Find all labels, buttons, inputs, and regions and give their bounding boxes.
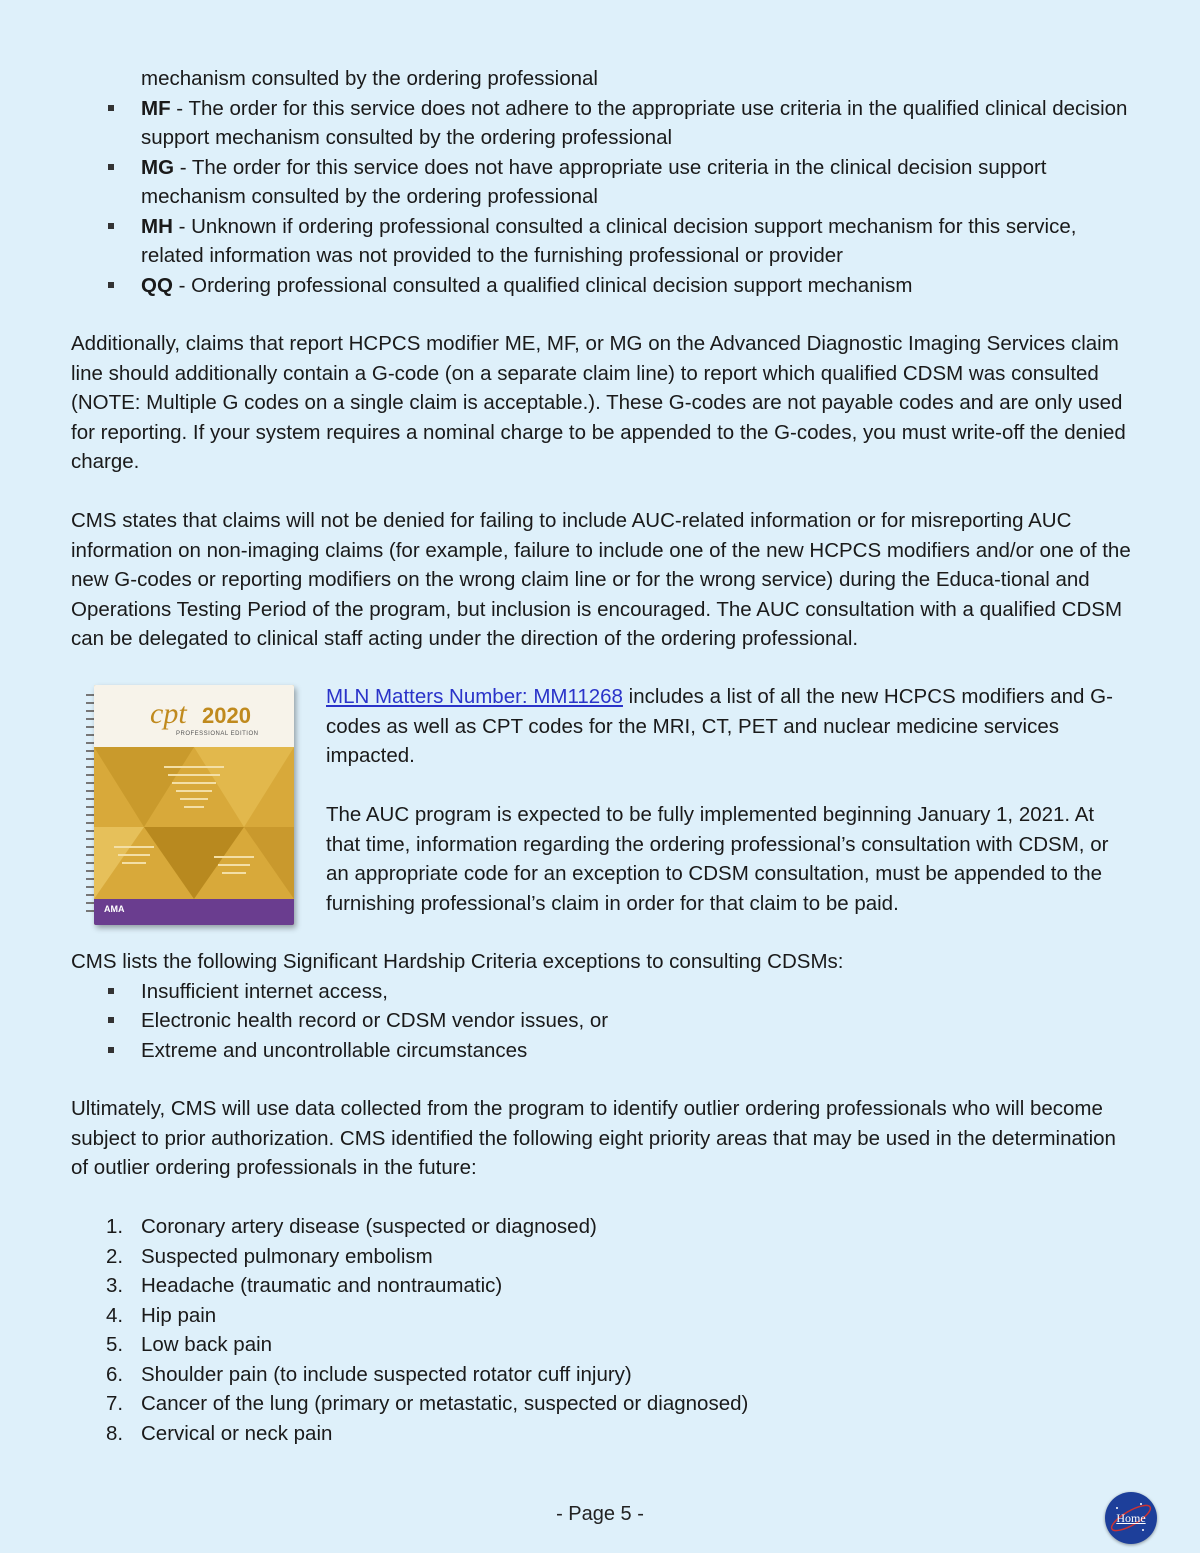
priority-areas-list — [71, 1212, 1131, 1448]
modifier-text: - Ordering professional consulted a qualified clinical decision support mechanism — [172, 273, 913, 297]
modifier-code: MH — [141, 214, 173, 238]
paragraph-cms-states: CMS states that claims will not be denied for failing to include AUC-related information or for misreporting AUC information on non-imaging claims (for example, failure to include one of the new HCPCS modifiers and/or one of the new G-codes or reporting modifiers on the wrong claim line or for the wrong service) during the Educa-tional and Operations Testing Period of the program, but inclusion is encouraged. The AUC consultation with a qualified CDSM can be delegated to clinical staff acting under the direction of the ordering professional. — [71, 509, 1131, 650]
bullet-icon — [108, 1017, 114, 1023]
list-item — [71, 94, 1131, 153]
list-item — [71, 271, 1131, 301]
item-number: 5. — [106, 1333, 124, 1356]
bullet-icon — [108, 988, 114, 994]
mln-text: includes a list of all the new HCPCS modifiers and G-codes as well as CPT codes for the MRI, CT, PET and nuclear medicine services impacted. — [326, 685, 1113, 767]
book-publisher: AMA — [104, 904, 125, 914]
hardship-item: Electronic health record or CDSM vendor issues, or — [141, 1009, 609, 1032]
book-pattern-icon — [94, 747, 294, 899]
bullet-icon — [108, 105, 114, 111]
book-cover — [94, 685, 294, 925]
hardship-intro: CMS lists the following Significant Hardship Criteria exceptions to consulting CDSMs: — [71, 950, 844, 973]
item-number: 4. — [106, 1303, 124, 1327]
item-number: 1. — [106, 1215, 124, 1238]
paragraph-ultimately: Ultimately, CMS will use data collected from the program to identify outlier ordering professionals who will become subject to prior authorization. CMS identified the following eight priority areas that may be used in the determination of outlier ordering professionals in the future: — [71, 1097, 1116, 1179]
list-item — [71, 1006, 1131, 1036]
list-item — [71, 212, 1131, 271]
hardship-item: Extreme and uncontrollable circumstances — [141, 1038, 528, 1062]
modifier-text: - The order for this service does not have appropriate use criteria in the clinical decision support mechanism consulted by the ordering professional — [141, 155, 1047, 208]
paragraph-additionally: Additionally, claims that report HCPCS modifier ME, MF, or MG on the Advanced Diagnostic Imaging Services claim line should additionally contain a G-code (on a separate claim line) to report which qualified CDSM was consulted (NOTE: Multiple G codes on a single claim is acceptable.). These G-codes are not payable codes and are only used for reporting. If your system requires a nominal charge to be appended to the G-codes, you must write-off the denied charge. — [71, 332, 1126, 473]
list-item — [71, 1389, 1131, 1419]
paragraph-mln — [326, 682, 1131, 771]
list-item — [71, 1242, 1131, 1272]
modifier-text: - The order for this service does not adhere to the appropriate use criteria in the qualified clinical decision support mechanism consulted by the ordering professional — [141, 96, 1128, 149]
item-number: 2. — [106, 1244, 124, 1268]
bullet-icon — [108, 164, 114, 170]
bullet-icon — [108, 1047, 114, 1053]
modifier-section — [71, 64, 1131, 300]
paragraph-auc-program: The AUC program is expected to be fully implemented beginning January 1, 2021. At that time, information regarding the ordering professional’s consultation with CDSM, or an appropriate code for an exception to CDSM consultation, must be appended to the furnishing professional’s claim in order for that claim to be paid. — [326, 803, 1109, 915]
cpt-book-image — [82, 683, 302, 933]
modifier-text: - Unknown if ordering professional consulted a clinical decision support mechanism for this service, related information was not provided to the furnishing professional or provider — [141, 214, 1077, 267]
list-item — [71, 1271, 1131, 1301]
list-item — [71, 1360, 1131, 1390]
mln-matters-link[interactable]: MLN Matters Number: MM11268 — [326, 685, 623, 708]
list-item — [71, 977, 1131, 1007]
book-cover-band — [94, 899, 294, 925]
bullet-icon — [108, 282, 114, 288]
modifier-list — [71, 94, 1131, 301]
item-number: 8. — [106, 1421, 124, 1445]
modifier-code: MF — [141, 96, 171, 120]
list-item — [71, 153, 1131, 212]
book-year: 2020 — [202, 703, 251, 728]
book-cover-top — [94, 685, 294, 747]
item-text: Headache (traumatic and nontraumatic) — [141, 1274, 503, 1297]
item-text: Suspected pulmonary embolism — [141, 1244, 433, 1268]
hardship-list — [71, 977, 1131, 1066]
item-text: Coronary artery disease (suspected or diagnosed) — [141, 1215, 597, 1238]
bullet-icon — [108, 223, 114, 229]
list-item — [71, 1301, 1131, 1331]
item-number: 6. — [106, 1362, 124, 1386]
modifier-code: MG — [141, 155, 175, 179]
home-label: Home — [1116, 1511, 1146, 1525]
page-number: - Page 5 - — [556, 1503, 644, 1525]
home-button[interactable] — [1105, 1492, 1157, 1544]
hardship-section — [71, 947, 1131, 1065]
item-text: Hip pain — [141, 1303, 217, 1327]
continuation-text: mechanism consulted by the ordering professional — [141, 67, 598, 90]
item-text: Cervical or neck pain — [141, 1421, 333, 1445]
item-text: Cancer of the lung (primary or metastatic, suspected or diagnosed) — [141, 1392, 749, 1415]
list-item — [71, 1419, 1131, 1449]
hardship-item: Insufficient internet access, — [141, 979, 388, 1003]
list-item — [71, 1212, 1131, 1242]
modifier-code: QQ — [141, 273, 173, 297]
item-text: Shoulder pain (to include suspected rotator cuff injury) — [141, 1362, 632, 1386]
item-number: 7. — [106, 1392, 124, 1415]
list-item — [71, 1036, 1131, 1066]
mln-section — [326, 682, 1131, 918]
list-item — [71, 1330, 1131, 1360]
book-subtitle: PROFESSIONAL EDITION — [176, 731, 259, 737]
book-title: cpt — [150, 697, 187, 730]
item-text: Low back pain — [141, 1333, 273, 1356]
item-number: 3. — [106, 1274, 124, 1297]
